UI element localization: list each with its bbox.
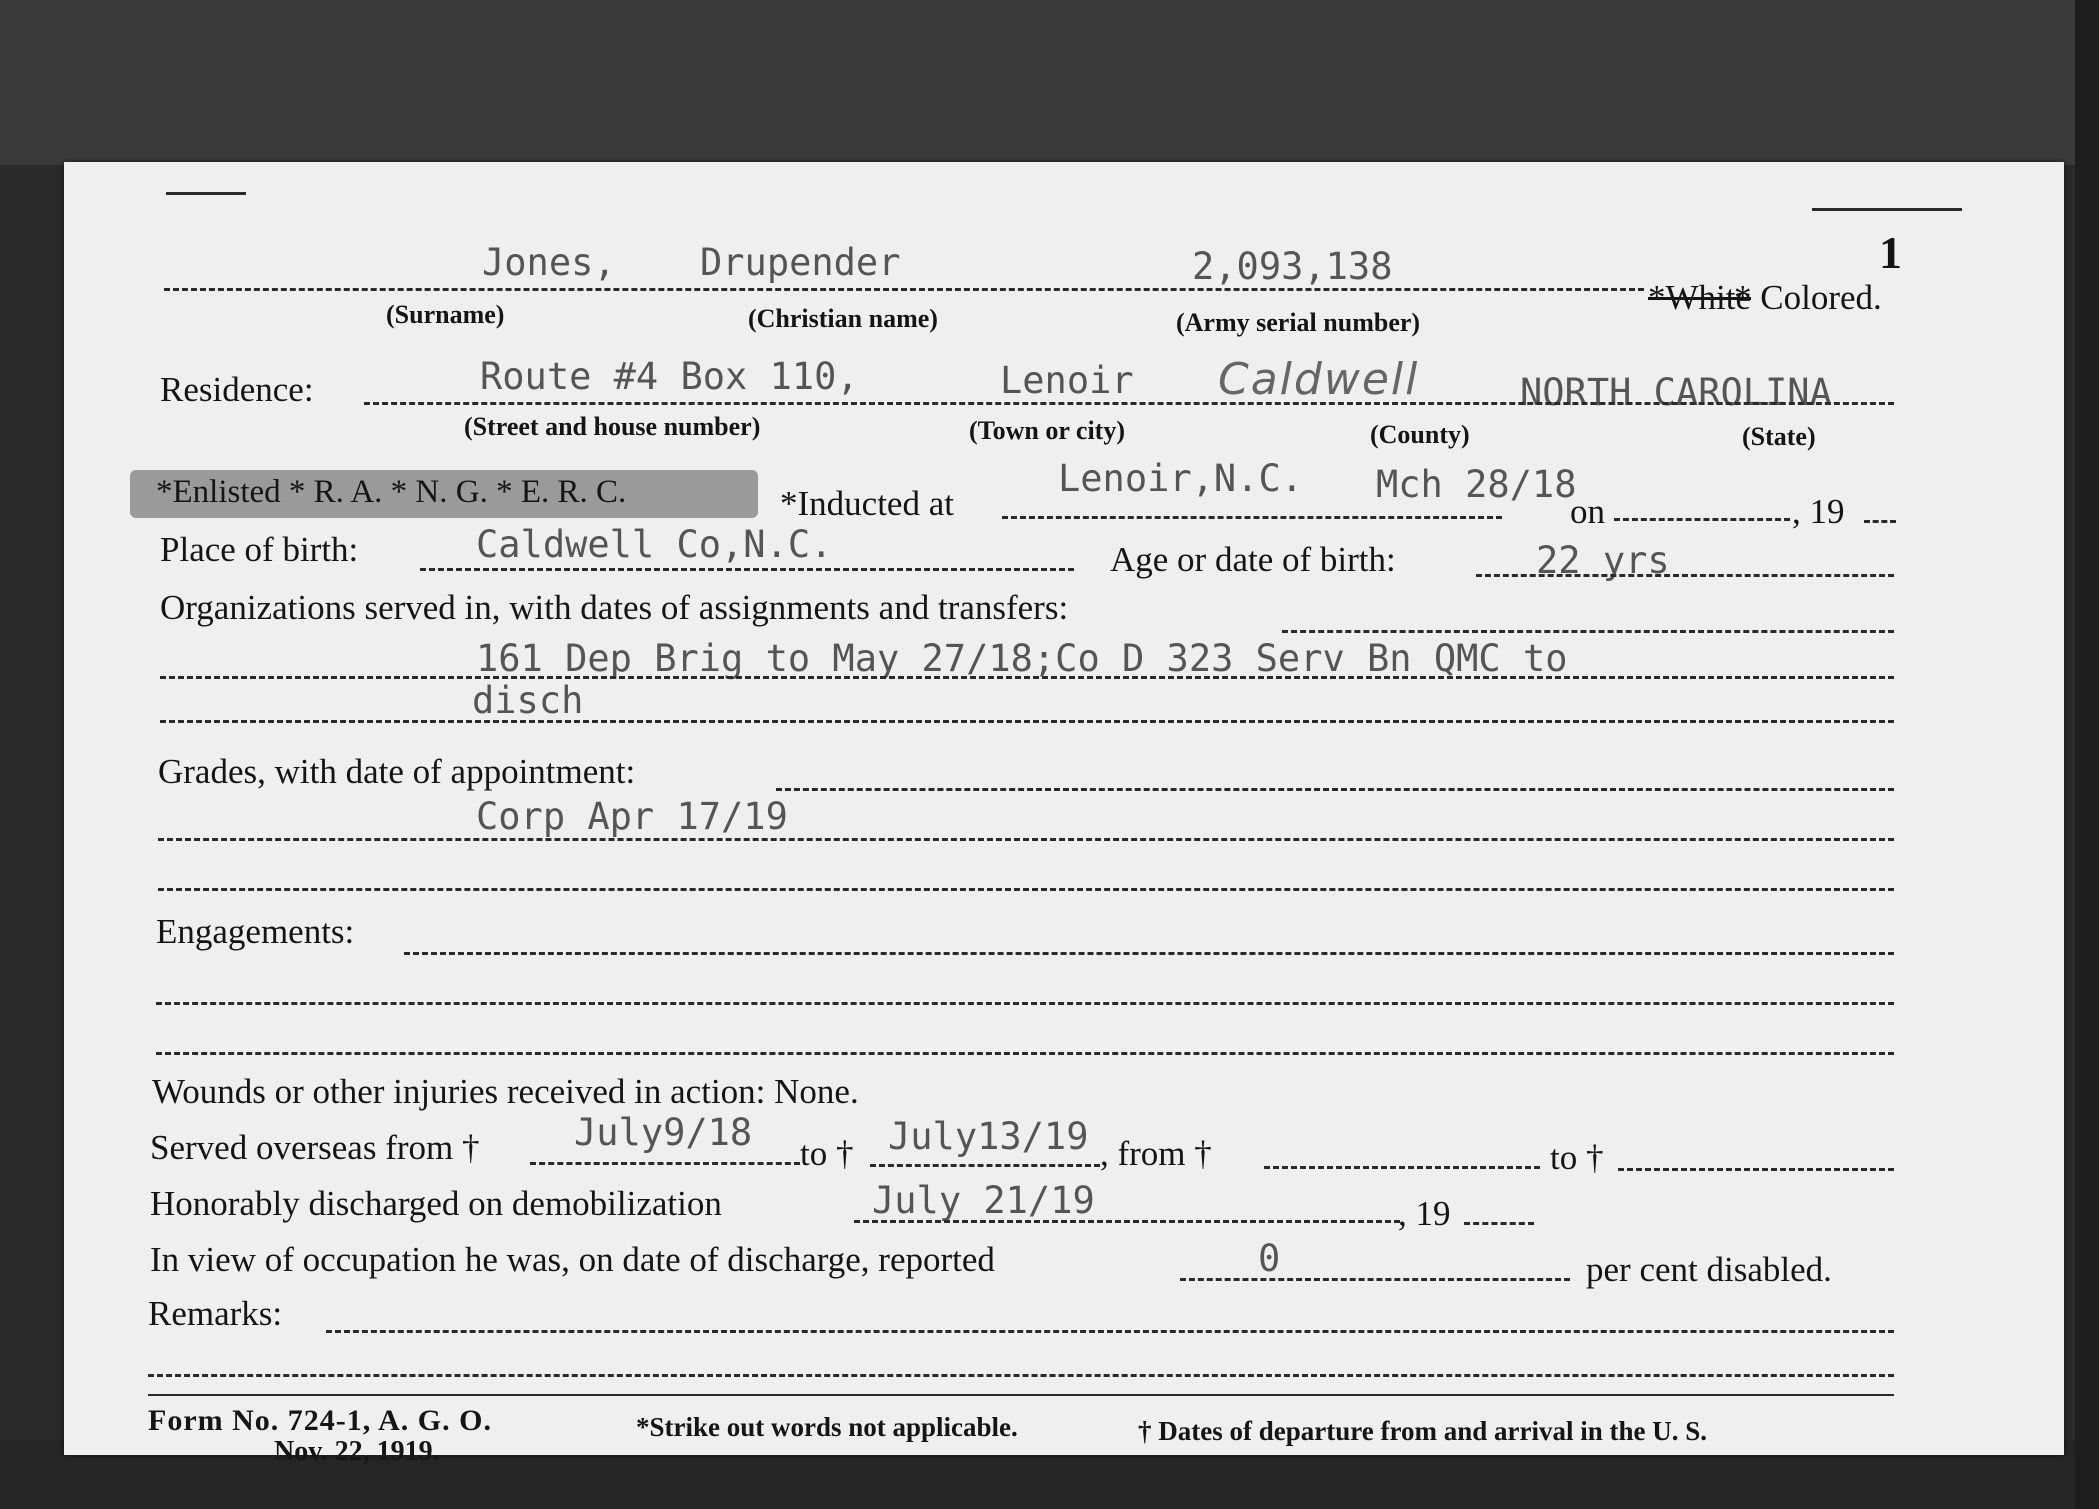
residence-line xyxy=(364,402,1894,405)
disability-suffix: per cent disabled. xyxy=(1586,1250,1832,1289)
form-date: Nov. 22, 1919. xyxy=(274,1436,440,1467)
serial-number-label: (Army serial number) xyxy=(1176,308,1421,337)
organizations-line-1 xyxy=(160,676,1894,679)
engagements-line-0 xyxy=(404,952,1894,955)
enlisted-options: *Enlisted * R. A. * N. G. * E. R. C. xyxy=(156,474,627,510)
inducted-date-value: Mch 28/18 xyxy=(1376,463,1577,506)
county-value: Caldwell xyxy=(1218,354,1420,405)
street-value: Route #4 Box 110, xyxy=(480,355,859,398)
disability-line xyxy=(1180,1278,1570,1281)
background-top xyxy=(0,0,2099,165)
inducted-label: *Inducted at xyxy=(780,484,954,523)
year-line xyxy=(1864,520,1896,523)
organizations-value-2: disch xyxy=(472,679,584,722)
card-number: 1 xyxy=(1879,227,1902,278)
disability-label: In view of occupation he was, on date of discharge, reported xyxy=(150,1240,995,1279)
inducted-line xyxy=(1002,516,1502,519)
age-value: 22 yrs xyxy=(1536,539,1670,582)
grades-line-2 xyxy=(158,888,1894,891)
background-right xyxy=(2075,0,2099,1509)
race-colored: * Colored. xyxy=(1734,278,1882,317)
overseas-to-line xyxy=(870,1164,1100,1167)
christian-name-label: (Christian name) xyxy=(748,304,938,333)
grades-line-0 xyxy=(776,788,1894,791)
surname-value: Jones, xyxy=(482,241,616,284)
remarks-label: Remarks: xyxy=(148,1294,283,1333)
corner-mark xyxy=(166,192,246,195)
overseas-from2-line xyxy=(1264,1166,1540,1169)
state-value: NORTH CAROLINA xyxy=(1520,371,1832,414)
overseas-to2-line xyxy=(1618,1168,1894,1171)
surname-label: (Surname) xyxy=(386,300,505,329)
organizations-line-0 xyxy=(1282,630,1894,633)
engagements-line-2 xyxy=(156,1052,1894,1055)
serial-number-value: 2,093,138 xyxy=(1192,245,1393,288)
dates-note: † Dates of departure from and arrival in the U. S. xyxy=(1138,1416,1707,1446)
wounds-label: Wounds or other injuries received in action: None. xyxy=(152,1072,859,1111)
overseas-from2-label: , from † xyxy=(1100,1134,1212,1173)
organizations-label: Organizations served in, with dates of assignments and transfers: xyxy=(160,588,1069,627)
year-label: , 19 xyxy=(1792,492,1845,531)
inducted-place-value: Lenoir,N.C. xyxy=(1058,457,1304,500)
name-line xyxy=(164,288,1644,291)
discharge-year-label: , 19 xyxy=(1398,1194,1451,1233)
card-number-rule xyxy=(1812,208,1962,211)
discharge-line xyxy=(854,1220,1400,1223)
on-label: on xyxy=(1570,492,1605,531)
town-value: Lenoir xyxy=(1000,359,1134,402)
grades-line-1 xyxy=(158,838,1894,841)
engagements-line-1 xyxy=(156,1002,1894,1005)
strike-note: *Strike out words not applicable. xyxy=(636,1412,1018,1442)
christian-name-value: Drupender xyxy=(700,241,901,284)
disability-value: 0 xyxy=(1258,1237,1281,1280)
place-of-birth-label: Place of birth: xyxy=(160,530,359,569)
overseas-to-label: to † xyxy=(800,1134,854,1173)
overseas-from-line xyxy=(530,1162,800,1165)
grades-value: Corp Apr 17/19 xyxy=(476,795,788,838)
street-label: (Street and house number) xyxy=(464,412,761,441)
place-of-birth-line xyxy=(420,568,1074,571)
overseas-from-value: July9/18 xyxy=(574,1111,753,1154)
age-line xyxy=(1476,574,1894,577)
overseas-to-value: July13/19 xyxy=(888,1115,1089,1158)
organizations-value-1: 161 Dep Brig to May 27/18;Co D 323 Serv Bn QMC to xyxy=(476,637,1568,680)
service-record-card xyxy=(64,162,2064,1467)
on-line xyxy=(1614,518,1790,521)
form-number: Form No. 724-1, A. G. O. xyxy=(148,1404,492,1437)
state-label: (State) xyxy=(1742,422,1816,451)
remarks-line-0 xyxy=(326,1330,1894,1333)
discharge-label: Honorably discharged on demobilization xyxy=(150,1184,722,1223)
footer-rule xyxy=(148,1394,1894,1396)
organizations-line-2 xyxy=(160,720,1894,723)
race-white: *White xyxy=(1648,278,1752,317)
discharge-year-line xyxy=(1464,1222,1534,1225)
overseas-label: Served overseas from † xyxy=(150,1128,480,1167)
grades-label: Grades, with date of appointment: xyxy=(158,752,636,791)
residence-label: Residence: xyxy=(160,370,314,409)
age-label: Age or date of birth: xyxy=(1110,540,1396,579)
remarks-line-1 xyxy=(148,1374,1894,1377)
discharge-date-value: July 21/19 xyxy=(872,1179,1095,1222)
place-of-birth-value: Caldwell Co,N.C. xyxy=(476,523,833,566)
engagements-label: Engagements: xyxy=(156,912,355,951)
town-label: (Town or city) xyxy=(969,416,1125,445)
county-label: (County) xyxy=(1370,420,1470,449)
overseas-to2-label: to † xyxy=(1550,1138,1604,1177)
